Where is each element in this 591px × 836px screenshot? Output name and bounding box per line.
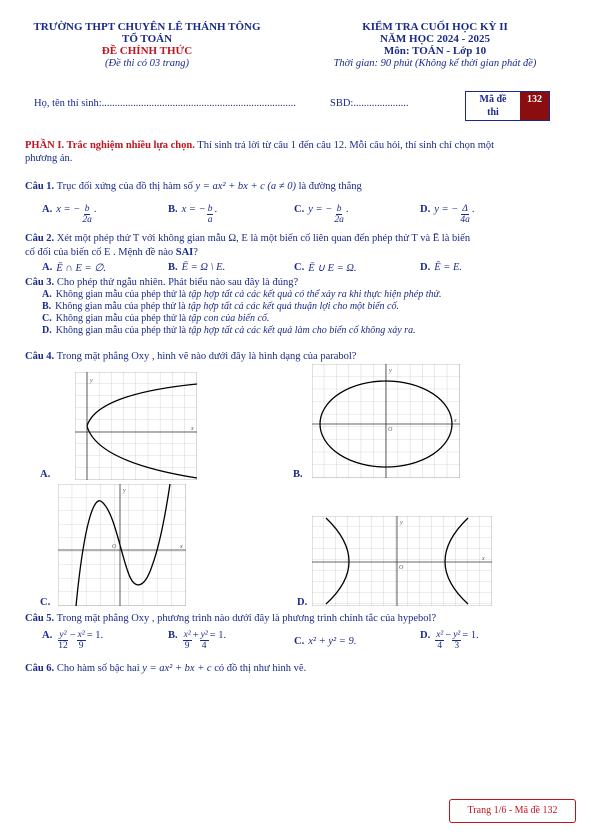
- q5-option-d[interactable]: D. $\frac{\text{x²}}{4}$ − $\frac{\text{y²}}{3}$ = 1.: [420, 630, 479, 651]
- student-name-field: Họ, tên thí sinh:..........................................................................: [34, 98, 296, 109]
- question-2-cont: cố đối của biến cố E . Mệnh đề nào SAI?: [25, 247, 198, 258]
- x-axis-label: x: [180, 544, 183, 550]
- origin-label: O: [399, 565, 404, 571]
- q1-option-b[interactable]: B. x = − $\frac{b}{a}$ .: [168, 204, 218, 225]
- question-6: Câu 6. Cho hàm số bậc hai y = ax² + bx + c có đồ thị như hình vẽ.: [25, 663, 307, 674]
- q5-option-a[interactable]: A. $\frac{\text{y²}}{12}$ − $\frac{\text{x²}}{9}$ = 1.: [42, 630, 104, 651]
- q3-option-c[interactable]: C. Không gian mẫu của phép thử là tập con của biến cố.: [42, 313, 270, 324]
- q1-option-a[interactable]: A. x = − $\frac{b}{2a}$ .: [42, 204, 97, 225]
- q2-option-a[interactable]: A. Ē ∩ E = ∅.: [42, 262, 106, 274]
- q2-option-d[interactable]: D. Ē = E.: [420, 262, 463, 273]
- origin-label: O: [112, 544, 117, 550]
- y-axis-label: y: [400, 520, 403, 526]
- q4-option-c-label[interactable]: C.: [40, 597, 51, 608]
- question-4: Câu 4. Trong mặt phẳng Oxy , hình vẽ nào dưới đây là hình dạng của parabol?: [25, 351, 357, 362]
- exam-title: KIỂM TRA CUỐI HỌC KỲ II: [362, 21, 508, 33]
- y-axis-label: y: [123, 488, 126, 494]
- sbd-field: SBD:.....................: [330, 98, 409, 109]
- origin-label: O: [388, 427, 393, 433]
- question-3: Câu 3. Cho phép thử ngẫu nhiên. Phát biểu nào sau đây là đúng?: [25, 277, 299, 288]
- graph-b-ellipse[interactable]: [312, 364, 460, 478]
- graph-a-sideways-parabola[interactable]: [75, 372, 197, 480]
- q3-option-a[interactable]: A. Không gian mẫu của phép thử là tập hợp tất cả các kết quả có thể xảy ra khi thực hiện phép thử.: [42, 289, 442, 300]
- q4-option-d-label[interactable]: D.: [297, 597, 308, 608]
- department: TỔ TOÁN: [121, 33, 173, 45]
- exam-code-box: [465, 91, 550, 121]
- q1-option-d[interactable]: D. y = − $\frac{\Delta}{4a}$ .: [420, 204, 475, 225]
- school-year: NĂM HỌC 2024 - 2025: [380, 33, 490, 45]
- y-axis-label: y: [389, 368, 392, 374]
- part1-instruction-cont: phương án.: [25, 153, 73, 164]
- question-2: Câu 2. Xét một phép thử T với không gian mẫu Ω, E là một biến cố liên quan đến phép thử T và Ē là biến: [25, 233, 471, 244]
- q4-option-a-label[interactable]: A.: [40, 469, 51, 480]
- time-limit: Thời gian: 90 phút (Không kể thời gian phát đề): [333, 58, 537, 69]
- school-name: TRƯỜNG THPT CHUYÊN LÊ THÁNH TÔNG: [33, 21, 261, 33]
- part1-heading: PHẦN I. Trắc nghiệm nhiều lựa chọn. Thí sinh trả lời từ câu 1 đến câu 12. Mỗi câu hỏi, thí sinh chỉ chọn một: [25, 140, 495, 151]
- q1-option-c[interactable]: C. y = − $\frac{b}{2a}$ .: [294, 204, 349, 225]
- subject: Môn: TOÁN - Lớp 10: [383, 45, 487, 57]
- x-axis-label: x: [482, 556, 485, 562]
- q5-option-b[interactable]: B. $\frac{\text{x²}}{9}$ + $\frac{\text{y²}}{4}$ = 1.: [168, 630, 227, 651]
- pages-note: (Đề thi có 03 trang): [105, 58, 189, 69]
- graph-d-hyperbola[interactable]: [312, 516, 492, 606]
- q2-option-c[interactable]: C. Ē ∪ E = Ω.: [294, 262, 357, 274]
- x-axis-label: x: [191, 426, 194, 432]
- question-1: Câu 1. Trục đối xứng của đồ thị hàm số y = ax² + bx + c (a ≠ 0) là đường thẳng: [25, 181, 362, 192]
- official-label: ĐỀ CHÍNH THỨC: [101, 45, 193, 57]
- q5-option-c[interactable]: C. x² + y² = 9.: [294, 636, 357, 647]
- q3-option-b[interactable]: B. Không gian mẫu của phép thử là tập hợp tất cả các kết quả thuận lợi cho một biến cố.: [42, 301, 399, 312]
- question-5: Câu 5. Trong mặt phẳng Oxy , phương trình nào dưới đây là phương trình chính tắc của hypebol?: [25, 613, 437, 624]
- exam-code-label: Mã đề thi: [479, 94, 507, 118]
- q3-option-d[interactable]: D. Không gian mẫu của phép thử là tập hợp tất cả các kết quả làm cho biến cố không xảy ra.: [42, 325, 416, 336]
- page-footer: Trang 1/6 - Mã đề 132: [449, 799, 576, 823]
- q2-option-b[interactable]: B. Ē = Ω \ E.: [168, 262, 226, 273]
- q4-option-b-label[interactable]: B.: [293, 469, 303, 480]
- exam-code-value: 132: [520, 92, 549, 120]
- y-axis-label: y: [90, 378, 93, 384]
- graph-c-cubic[interactable]: [58, 484, 186, 606]
- x-axis-label: x: [454, 418, 457, 424]
